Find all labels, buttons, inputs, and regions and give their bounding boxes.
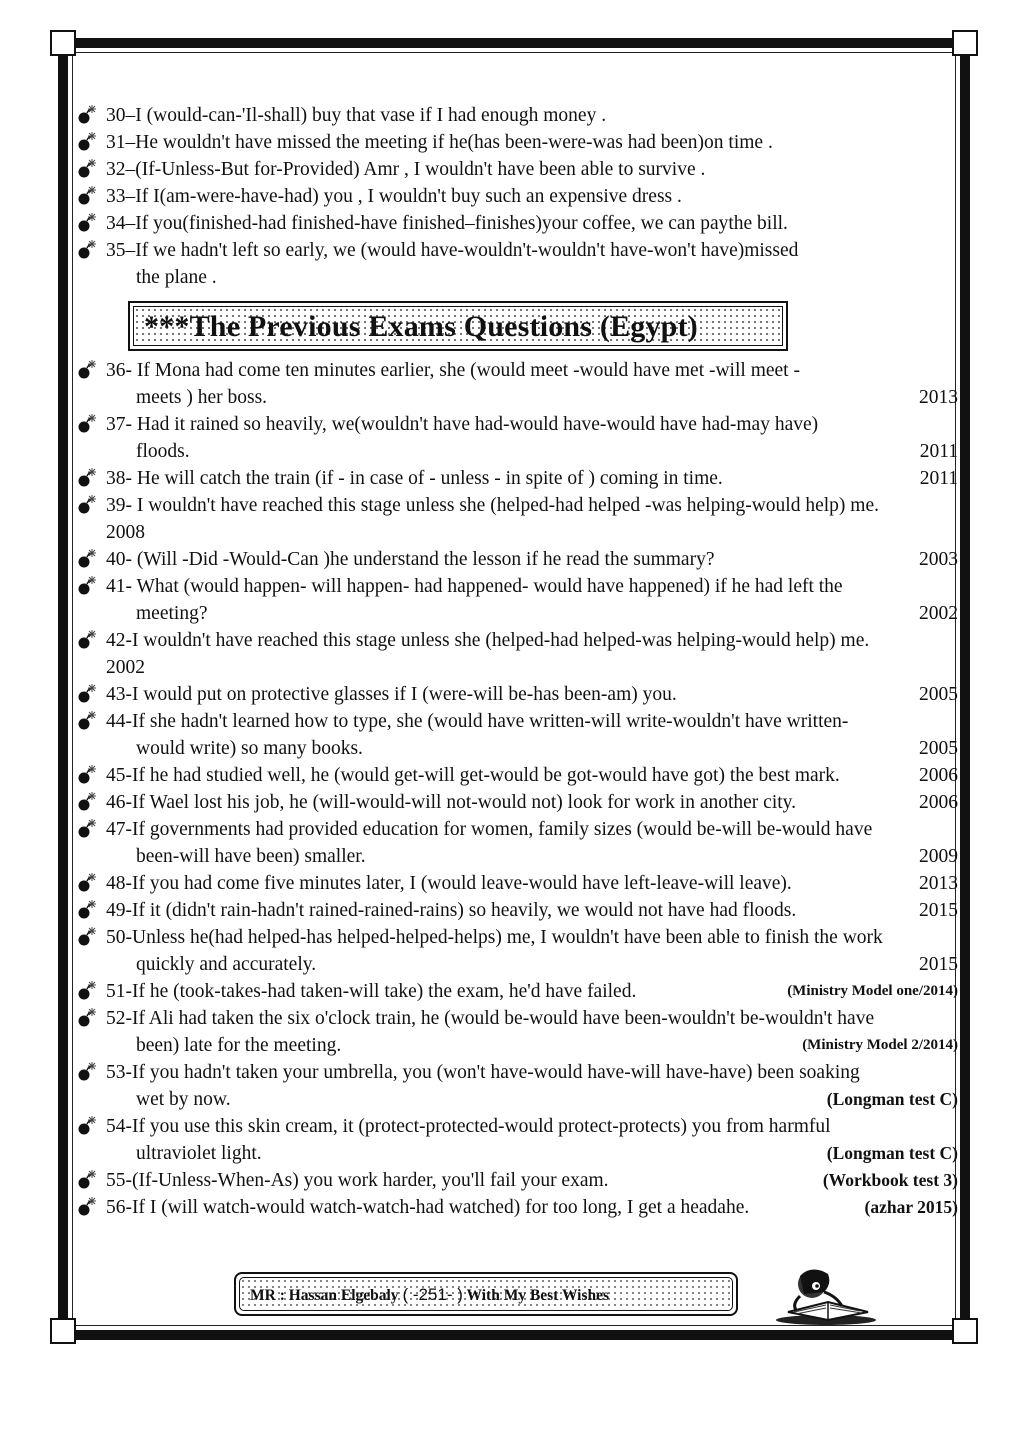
question-continuation (76, 735, 962, 762)
reading-character-icon (770, 1262, 882, 1326)
question-continuation (76, 1086, 962, 1113)
footer-page-number: ( -251- ) (402, 1285, 463, 1304)
bomb-bullet-icon (76, 210, 104, 237)
question-text: 30–I (would-can-'Il-shall) buy that vase if I had enough money . (106, 105, 607, 126)
question-line (76, 897, 962, 924)
bomb-bullet-icon (76, 1113, 104, 1140)
question-continuation (76, 600, 962, 627)
border-corner (952, 30, 978, 56)
question-text: wet by now. (136, 1089, 231, 1110)
question-text: 42-I wouldn't have reached this stage unless she (helped-had helped-was helping-would help) me. (106, 630, 870, 651)
question-line (76, 210, 962, 237)
question-source: (Workbook test 3) (822, 1170, 958, 1190)
question-line (76, 978, 962, 1005)
question-line (76, 411, 962, 438)
bomb-bullet-icon (76, 156, 104, 183)
bomb-bullet-icon (76, 465, 104, 492)
question-text: meets ) her boss. (136, 387, 268, 408)
question-source: (azhar 2015) (864, 1197, 958, 1217)
question-text: 52-If Ali had taken the six o'clock train, he (would be-would have been-wouldn't be-wouldn't have (106, 1008, 875, 1029)
question-text: 40- (Will -Did -Would-Can )he understand the lesson if he read the summary? (106, 549, 715, 570)
bomb-bullet-icon (76, 102, 104, 129)
question-line (76, 924, 962, 951)
question-text: 36- If Mona had come ten minutes earlier, she (would meet -would have met -will meet - (106, 360, 800, 381)
question-text: 39- I wouldn't have reached this stage unless she (helped-had helped -was helping-would help) me. (106, 495, 879, 516)
exam-year: 2015 (919, 954, 958, 975)
exam-year: 2011 (919, 468, 958, 489)
question-line (76, 681, 962, 708)
question-continuation (76, 1032, 962, 1059)
exam-year: 2006 (919, 792, 958, 813)
question-text: 49-If it (didn't rain-hadn't rained-rained-rains) so heavily, we would not have had floods. (106, 900, 797, 921)
question-line (76, 546, 962, 573)
bomb-bullet-icon (76, 573, 104, 600)
bomb-bullet-icon (76, 546, 104, 573)
bomb-bullet-icon (76, 924, 104, 951)
question-text: been) late for the meeting. (136, 1035, 342, 1056)
border-corner (50, 30, 76, 56)
question-source: (Ministry Model one/2014) (787, 983, 958, 999)
question-text: 56-If I (will watch-would watch-watch-had watched) for too long, I get a headahe. (106, 1197, 750, 1218)
question-text: 44-If she hadn't learned how to type, she (would have written-will write-wouldn't have written- (106, 711, 849, 732)
question-source: (Longman test C) (826, 1143, 958, 1163)
question-text: meeting? (136, 603, 208, 624)
exam-year: 2005 (919, 738, 958, 759)
question-line (76, 156, 962, 183)
question-text: 53-If you hadn't taken your umbrella, you (won't have-would have-will have-have) been soaking (106, 1062, 860, 1083)
question-source: (Ministry Model 2/2014) (802, 1037, 958, 1053)
question-line (76, 102, 962, 129)
question-text: 50-Unless he(had helped-has helped-helped-helps) me, I wouldn't have been able to finish the work (106, 927, 883, 948)
bomb-bullet-icon (76, 627, 104, 654)
question-line (76, 708, 962, 735)
question-text: 55-(If-Unless-When-As) you work harder, you'll fail your exam. (106, 1170, 609, 1191)
bomb-bullet-icon (76, 1059, 104, 1086)
bomb-bullet-icon (76, 708, 104, 735)
question-text: 46-If Wael lost his job, he (will-would-will not-would not) look for work in another city. (106, 792, 797, 813)
question-text: 43-I would put on protective glasses if I (were-will be-has been-am) you. (106, 684, 677, 705)
exam-year: 2009 (919, 846, 958, 867)
question-line (76, 1167, 962, 1194)
question-text: 33–If I(am-were-have-had) you , I wouldn't buy such an expensive dress . (106, 186, 682, 207)
bomb-bullet-icon (76, 789, 104, 816)
question-line (76, 870, 962, 897)
question-line (76, 762, 962, 789)
footer-banner (234, 1272, 738, 1316)
question-text: 35–If we hadn't left so early, we (would have-wouldn't-wouldn't have-won't have)missed (106, 240, 799, 261)
question-line (76, 1113, 962, 1140)
conditional-questions (76, 102, 962, 291)
exam-year: 2008 (106, 522, 145, 543)
question-line (76, 789, 962, 816)
question-text: quickly and accurately. (136, 954, 317, 975)
question-line (76, 573, 962, 600)
exam-year: 2003 (919, 549, 958, 570)
question-text: ultraviolet light. (136, 1143, 262, 1164)
question-line (76, 183, 962, 210)
bomb-bullet-icon (76, 816, 104, 843)
question-text: 47-If governments had provided education for women, family sizes (would be-will be-would have (106, 819, 873, 840)
exam-year: 2013 (919, 387, 958, 408)
question-line (76, 492, 962, 519)
question-continuation (76, 384, 962, 411)
bomb-bullet-icon (76, 1167, 104, 1194)
footer-text (239, 1277, 733, 1311)
exam-year: 2015 (919, 900, 958, 921)
question-text: 38- He will catch the train (if - in case of - unless - in spite of ) coming in time. (106, 468, 723, 489)
question-continuation (76, 843, 962, 870)
question-text: 41- What (would happen- will happen- had happened- would have happened) if he had left the (106, 576, 843, 597)
question-text: been-will have been) smaller. (136, 846, 366, 867)
exam-year: 2006 (919, 765, 958, 786)
question-text: 51-If he (took-takes-had taken-will take) the exam, he'd have failed. (106, 981, 637, 1002)
question-text: 34–If you(finished-had finished-have finished–finishes)your coffee, we can paythe bill. (106, 213, 788, 234)
question-line (76, 129, 962, 156)
footer-author: MR : Hassan Elgebaly (250, 1287, 399, 1304)
previous-exam-questions (76, 357, 962, 1221)
question-continuation (76, 1140, 962, 1167)
exam-year: 2002 (106, 657, 145, 678)
question-line (76, 237, 962, 264)
section-heading: ***The Previous Exams Questions (Egypt) (133, 306, 783, 346)
bomb-bullet-icon (76, 681, 104, 708)
footer-wishes: With My Best Wishes (466, 1287, 610, 1304)
question-text: 37- Had it rained so heavily, we(wouldn't have had-would have-would have had-may have) (106, 414, 819, 435)
question-text: 48-If you had come five minutes later, I (would leave-would have left-leave-will leave). (106, 873, 792, 894)
exam-year: 2005 (919, 684, 958, 705)
bomb-bullet-icon (76, 357, 104, 384)
question-text: floods. (136, 441, 190, 462)
bomb-bullet-icon (76, 492, 104, 519)
bomb-bullet-icon (76, 183, 104, 210)
question-line (76, 1059, 962, 1086)
question-line (76, 816, 962, 843)
question-line (76, 465, 962, 492)
question-line (76, 1194, 962, 1221)
bomb-bullet-icon (76, 129, 104, 156)
bomb-bullet-icon (76, 870, 104, 897)
border-corner (952, 1318, 978, 1344)
question-line (76, 357, 962, 384)
bomb-bullet-icon (76, 762, 104, 789)
bomb-bullet-icon (76, 1005, 104, 1032)
question-source: (Longman test C) (826, 1089, 958, 1109)
question-line (76, 1005, 962, 1032)
question-text: 32–(If-Unless-But for-Provided) Amr , I wouldn't have been able to survive . (106, 159, 706, 180)
bomb-bullet-icon (76, 411, 104, 438)
section-heading-box (128, 301, 788, 351)
bomb-bullet-icon (76, 978, 104, 1005)
bomb-bullet-icon (76, 1194, 104, 1221)
question-text: 45-If he had studied well, he (would get-will get-would be got-would have got) the best mark. (106, 765, 840, 786)
question-list (76, 102, 962, 1221)
bomb-bullet-icon (76, 897, 104, 924)
question-continuation (76, 438, 962, 465)
exam-year: 2013 (919, 873, 958, 894)
question-text: 54-If you use this skin cream, it (protect-protected-would protect-protects) you from harmful (106, 1116, 831, 1137)
exam-year: 2002 (919, 603, 958, 624)
question-line (76, 627, 962, 654)
question-text: the plane . (136, 267, 217, 288)
question-continuation (76, 951, 962, 978)
question-text: would write) so many books. (136, 738, 363, 759)
question-text: 31–He wouldn't have missed the meeting if he(has been-were-was had been)on time . (106, 132, 773, 153)
bomb-bullet-icon (76, 237, 104, 264)
question-continuation (76, 264, 962, 291)
border-corner (50, 1318, 76, 1344)
exam-year: 2011 (919, 441, 958, 462)
